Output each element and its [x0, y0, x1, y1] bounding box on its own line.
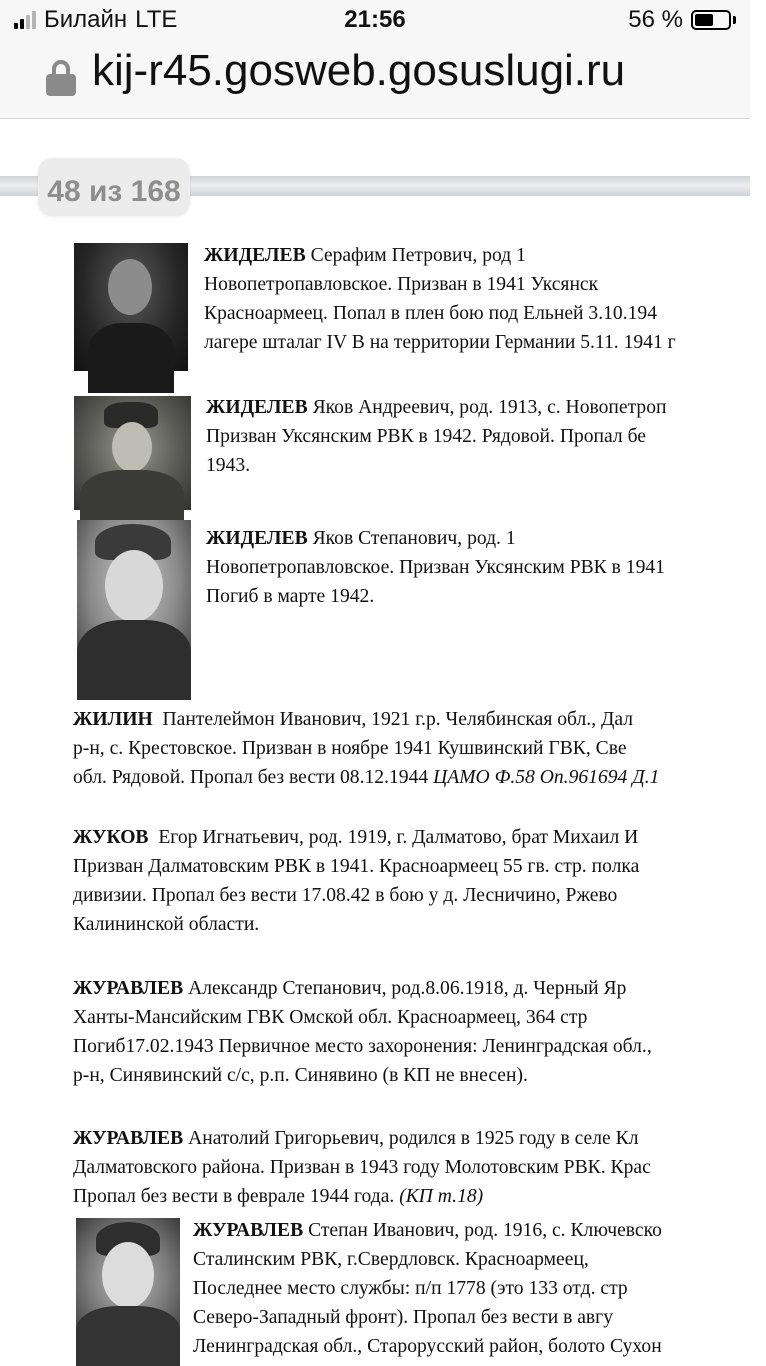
clock: 21:56 — [344, 6, 406, 33]
entry-text: Степан Иванович, род. 1916, с. Ключевско — [308, 1220, 662, 1241]
entry-line: Призван Уксянским РВК в 1942. Рядовой. Пропал бе — [206, 426, 646, 447]
entry-line: Калининской области. — [73, 914, 260, 935]
entry-6 — [73, 974, 652, 1090]
entry-line: Призван Далматовским РВК в 1941. Красноармеец 55 гв. стр. полка — [73, 856, 640, 877]
entry-line — [73, 1182, 651, 1211]
entry-line: р-н, Синявинский с/с, р.п. Синявино (в КП не внесен). — [73, 1065, 528, 1086]
page-indicator: 48 из 168 — [38, 158, 190, 216]
carrier-name: Билайн — [44, 6, 128, 33]
entry-5 — [73, 823, 639, 939]
entry-surname: ЖИДЕЛЕВ — [204, 245, 306, 266]
entry-surname: ЖИДЕЛЕВ — [206, 528, 308, 549]
entry-line — [73, 823, 639, 852]
entry-4 — [73, 705, 659, 792]
entry-line — [206, 393, 666, 422]
entry-line — [73, 763, 659, 792]
entry-word: 1 — [505, 528, 516, 549]
entry-surname: ЖУРАВЛЕВ — [73, 1128, 184, 1149]
entry-surname: ЖИДЕЛЕВ — [206, 397, 308, 418]
entry-surname: ЖУКОВ — [73, 827, 149, 848]
entry-line — [193, 1216, 662, 1245]
entry-line — [73, 1124, 651, 1153]
url-text[interactable]: kij-r45.gosweb.gosuslugi.ru — [92, 46, 626, 95]
entry-word: Серафим — [310, 245, 387, 266]
entry-word: 1 — [516, 245, 526, 266]
entry-line — [73, 974, 652, 1003]
entry-line: Ханты-Мансийским ГВК Омской обл. Красноармеец, 364 стр — [73, 1007, 588, 1028]
entry-text: Яков Андреевич, род. 1913, с. Новопетроп — [312, 397, 667, 418]
entry-word: Степанович, — [358, 528, 463, 549]
document-page — [0, 230, 750, 1357]
battery-tip-icon — [733, 16, 736, 24]
entry-surname: ЖУРАВЛЕВ — [193, 1220, 304, 1241]
entry-1 — [204, 241, 764, 357]
battery-group — [628, 6, 736, 34]
entry-word: род. — [467, 528, 501, 549]
entry-text: Егор Игнатьевич, род. 1919, г. Далматово, брат Михаил И — [158, 827, 639, 848]
entry-word: Яков — [312, 528, 354, 549]
entry-line — [73, 705, 659, 734]
portrait-photo — [74, 243, 188, 371]
lock-icon — [46, 60, 76, 96]
entry-text: Александр Степанович, род.8.06.1918, д. Черный Яр — [188, 978, 627, 999]
address-bar[interactable] — [0, 40, 750, 119]
entry-line: Северо-Западный фронт). Пропал без вести в авгу — [193, 1307, 614, 1328]
entry-line: Погиб в марте 1942. — [206, 586, 375, 607]
entry-surname: ЖУРАВЛЕВ — [73, 978, 184, 999]
entry-line: Ленинградская обл., Старорусский район, болото Сухон — [193, 1336, 662, 1357]
entry-line: Погиб17.02.1943 Первичное место захоронения: Ленинградская обл., — [73, 1036, 652, 1057]
entry-line: Красноармеец. Попал в плен бою под Ельней 3.10.194 — [204, 303, 657, 324]
entry-line: Новопетропавловское. Призван в 1941 Уксянск — [204, 274, 599, 295]
entry-line: Новопетропавловское. Призван Уксянским РВК в 1941 — [206, 557, 665, 578]
entry-line — [204, 241, 764, 270]
network-type: LTE — [135, 6, 178, 33]
portrait-photo — [76, 1218, 180, 1338]
entry-word: Петрович, — [391, 245, 478, 266]
entry-text: Пропал без вести в феврале 1944 года. — [73, 1186, 395, 1207]
portrait-photo — [74, 396, 191, 510]
entry-3 — [206, 524, 766, 611]
entry-source: (КП т.18) — [399, 1186, 484, 1207]
battery-percent: 56 % — [628, 6, 683, 33]
entry-surname: ЖИЛИН — [73, 709, 153, 730]
entry-line: Далматовского района. Призван в 1943 году Молотовским РВК. Крас — [73, 1157, 651, 1178]
entry-2 — [206, 393, 666, 480]
entry-line: 1943. — [206, 455, 251, 476]
entry-text: Пантелеймон Иванович, 1921 г.р. Челябинская обл., Дал — [162, 709, 633, 730]
entry-line: Последнее место службы: п/п 1778 (это 133 отд. стр — [193, 1278, 628, 1299]
portrait-photo — [77, 520, 191, 672]
entry-8 — [193, 1216, 662, 1361]
entry-line — [206, 524, 766, 553]
entry-source: ЦАМО Ф.58 Оп.961694 Д.1 — [433, 767, 660, 788]
entry-line: Сталинским РВК, г.Свердловск. Красноармеец, — [193, 1249, 589, 1270]
battery-icon — [691, 10, 731, 30]
entry-line: р-н, с. Крестовское. Призван в ноябре 1941 Кушвинский ГВК, Све — [73, 738, 627, 759]
entry-text: обл. Рядовой. Пропал без вести 08.12.1944 — [73, 767, 429, 788]
entry-line: лагере шталаг IV B на территории Германии 5.11. 1941 г — [204, 332, 676, 353]
entry-line: дивизии. Пропал без вести 17.08.42 в бою у д. Лесничино, Ржево — [73, 885, 618, 906]
status-bar — [0, 0, 750, 40]
entry-7 — [73, 1124, 651, 1211]
entry-text: Анатолий Григорьевич, родился в 1925 году в селе Кл — [188, 1128, 639, 1149]
entry-word: род — [482, 245, 512, 266]
